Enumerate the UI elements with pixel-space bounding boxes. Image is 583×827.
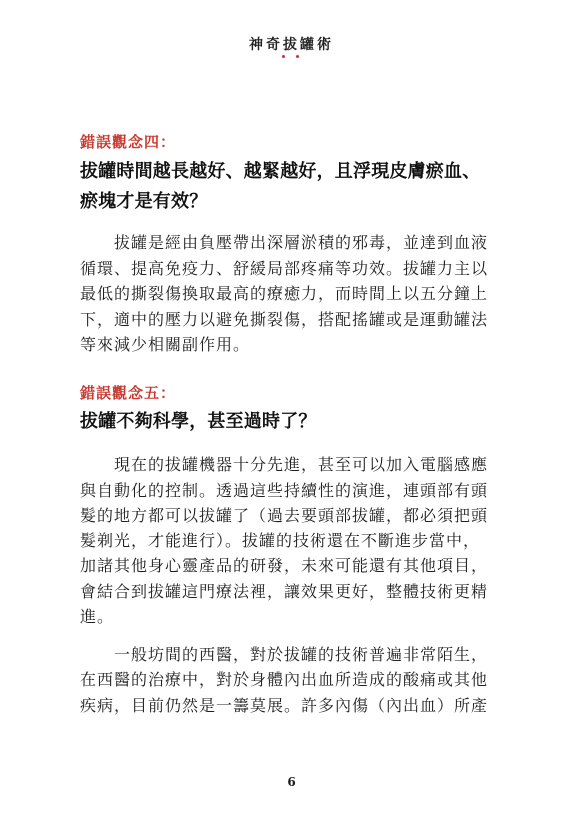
- paragraph-line: 髮的地方都可以拔罐了（過去要頭部拔罐，都必須把頭: [80, 506, 489, 525]
- paragraph-line: 現在的拔罐機器十分先進，甚至可以加入電腦感應: [114, 455, 489, 474]
- paragraph-line: 進。: [80, 607, 115, 626]
- paragraph-line: 在西醫的治療中，對於身體內出血所造成的酸痛或其他: [80, 670, 489, 689]
- section-heading-line: 拔罐時間越長越好、越緊越好，且浮現皮膚瘀血、: [80, 161, 481, 182]
- page-number: 6: [287, 775, 296, 789]
- paragraph-line: 加諸其他身心靈產品的研發，未來可能還有其他項目，: [80, 556, 489, 575]
- header-ornament-dot: [282, 55, 285, 58]
- paragraph-line: 髮剃光，才能進行）。拔罐的技術還在不斷進步當中，: [80, 531, 481, 550]
- paragraph-line: 拔罐是經由負壓帶出深層淤積的邪毒，並達到血液: [114, 233, 489, 252]
- paragraph-line: 與自動化的控制。透過這些持續性的演進，連頭部有頭: [80, 481, 489, 500]
- section-label: 錯誤觀念四：: [80, 133, 177, 151]
- paragraph-line: 循環、提高免疫力、舒緩局部疼痛等功效。拔罐力主以: [80, 259, 489, 278]
- section-label: 錯誤觀念五：: [80, 384, 177, 402]
- paragraph-line: 等來減少相關副作用。: [80, 335, 251, 354]
- paragraph-line: 下，適中的壓力以避免撕裂傷，搭配搖罐或是運動罐法: [80, 310, 489, 329]
- section-heading-line: 拔罐不夠科學，甚至過時了？: [80, 411, 317, 432]
- paragraph-line: 最低的撕裂傷換取最高的療癒力，而時間上以五分鐘上: [80, 284, 489, 303]
- header-ornament-dot: [296, 55, 299, 58]
- paragraph-line: 疾病，目前仍然是一籌莫展。許多內傷（內出血）所產: [80, 696, 489, 715]
- paragraph-line: 會結合到拔罐這門療法裡，讓效果更好，整體技術更精: [80, 582, 489, 601]
- paragraph-line: 一般坊間的西醫，對於拔罐的技術普遍非常陌生，: [114, 645, 489, 664]
- header-title: 神奇拔罐術: [249, 37, 334, 53]
- section-heading-line: 瘀塊才是有效？: [80, 191, 208, 212]
